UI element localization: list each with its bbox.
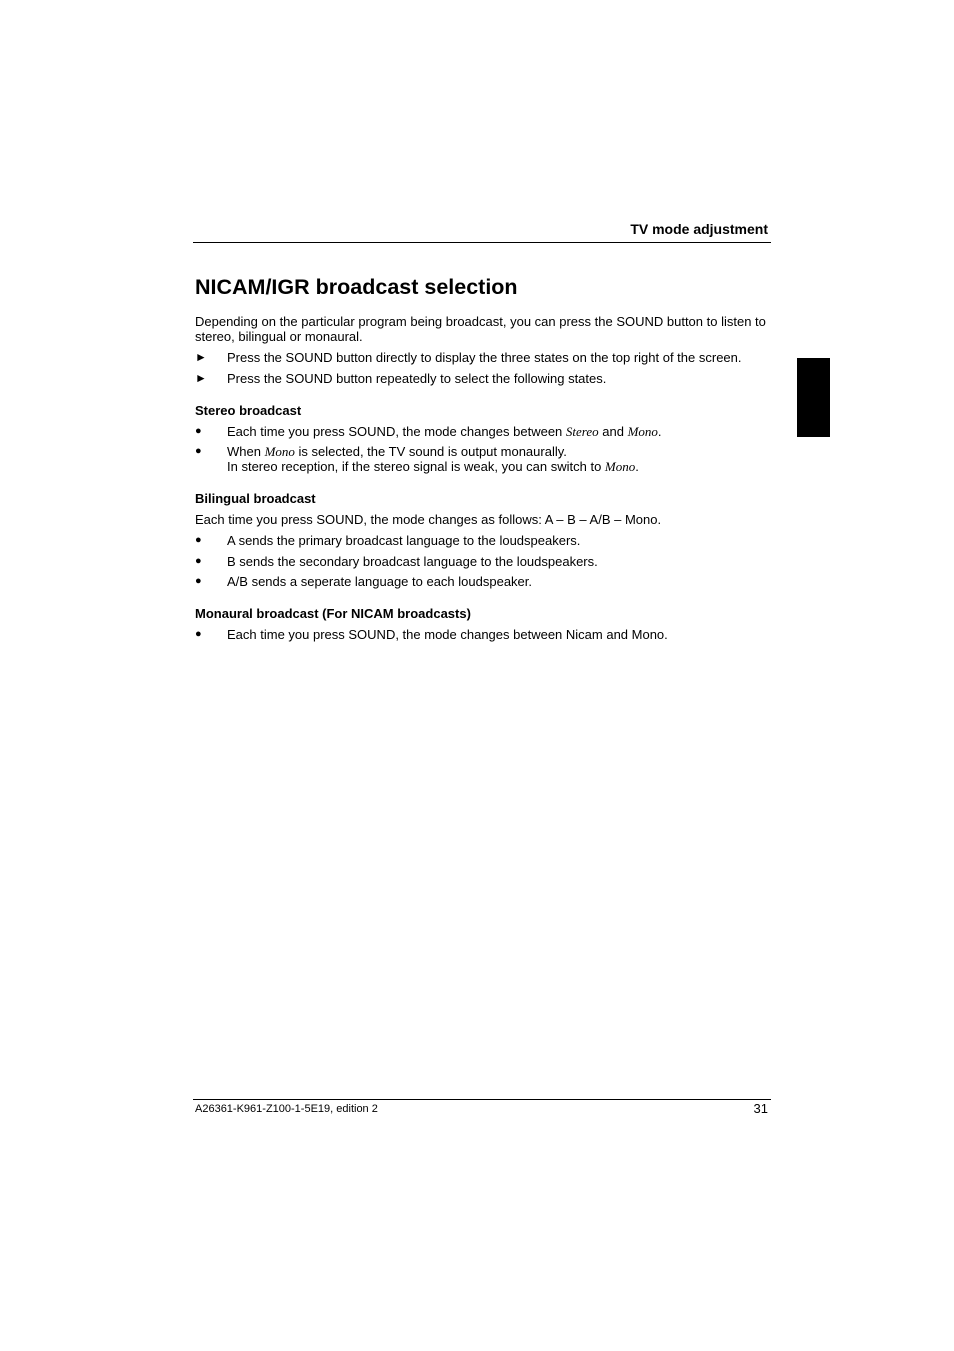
stereo-list: [195, 424, 770, 475]
item-text: B sends the secondary broadcast language to the loudspeakers.: [227, 553, 598, 569]
arrow-right-icon: ►: [195, 350, 207, 364]
list-item: [195, 533, 770, 548]
bullet-dot-icon: ●: [195, 575, 202, 587]
page-title: NICAM/IGR broadcast selection: [195, 275, 518, 299]
arrow-right-icon: ►: [195, 370, 207, 385]
bullet-dot-icon: ●: [195, 445, 202, 457]
bullet-dot-icon: ●: [195, 534, 202, 546]
list-item: [195, 424, 770, 439]
monaural-list: [195, 627, 770, 642]
bullet-dot-icon: ●: [195, 628, 202, 640]
list-item: [195, 627, 770, 642]
bilingual-paragraph: Each time you press SOUND, the mode changes as follows: A – B – A/B – Mono.: [195, 512, 662, 527]
step-text: Press the SOUND button repeatedly to select the following states.: [227, 370, 607, 386]
bilingual-list: [195, 533, 770, 589]
list-item: [195, 554, 770, 569]
section-heading-monaural: Monaural broadcast (For NICAM broadcasts): [195, 606, 471, 621]
section-heading-stereo: Stereo broadcast: [195, 402, 302, 418]
section-heading-bilingual: Bilingual broadcast: [195, 491, 316, 506]
list-item: [195, 371, 770, 386]
list-item: [195, 350, 770, 365]
item-text: Each time you press SOUND, the mode changes between Stereo and Mono.: [227, 423, 662, 439]
intro-paragraph: Depending on the particular program being broadcast, you can press the SOUND button to listen to stereo, bilingual or monaural.: [195, 314, 766, 344]
document-id: A26361-K961-Z100-1-5E19, edition 2: [195, 1103, 378, 1115]
header-rule: [193, 242, 771, 243]
footer-rule: [193, 1099, 771, 1100]
list-item: [195, 444, 770, 474]
list-item: [195, 574, 770, 589]
step-text: Press the SOUND button directly to display the three states on the top right of the screen.: [227, 350, 742, 365]
item-text: Each time you press SOUND, the mode changes between Nicam and Mono.: [227, 627, 668, 642]
bullet-dot-icon: ●: [195, 554, 202, 567]
chapter-tab-marker: [797, 358, 830, 437]
page-number: 31: [753, 1101, 768, 1116]
step-list: [195, 350, 770, 386]
running-header: TV mode adjustment: [630, 221, 768, 237]
main-content: [195, 272, 770, 648]
item-text: A/B sends a seperate language to each loudspeaker.: [227, 574, 532, 589]
bullet-dot-icon: ●: [195, 424, 202, 437]
item-text: A sends the primary broadcast language to the loudspeakers.: [227, 533, 581, 548]
item-text: When Mono is selected, the TV sound is output monaurally. In stereo reception, if the stereo signal is weak, you can switch to Mono.: [227, 444, 639, 474]
